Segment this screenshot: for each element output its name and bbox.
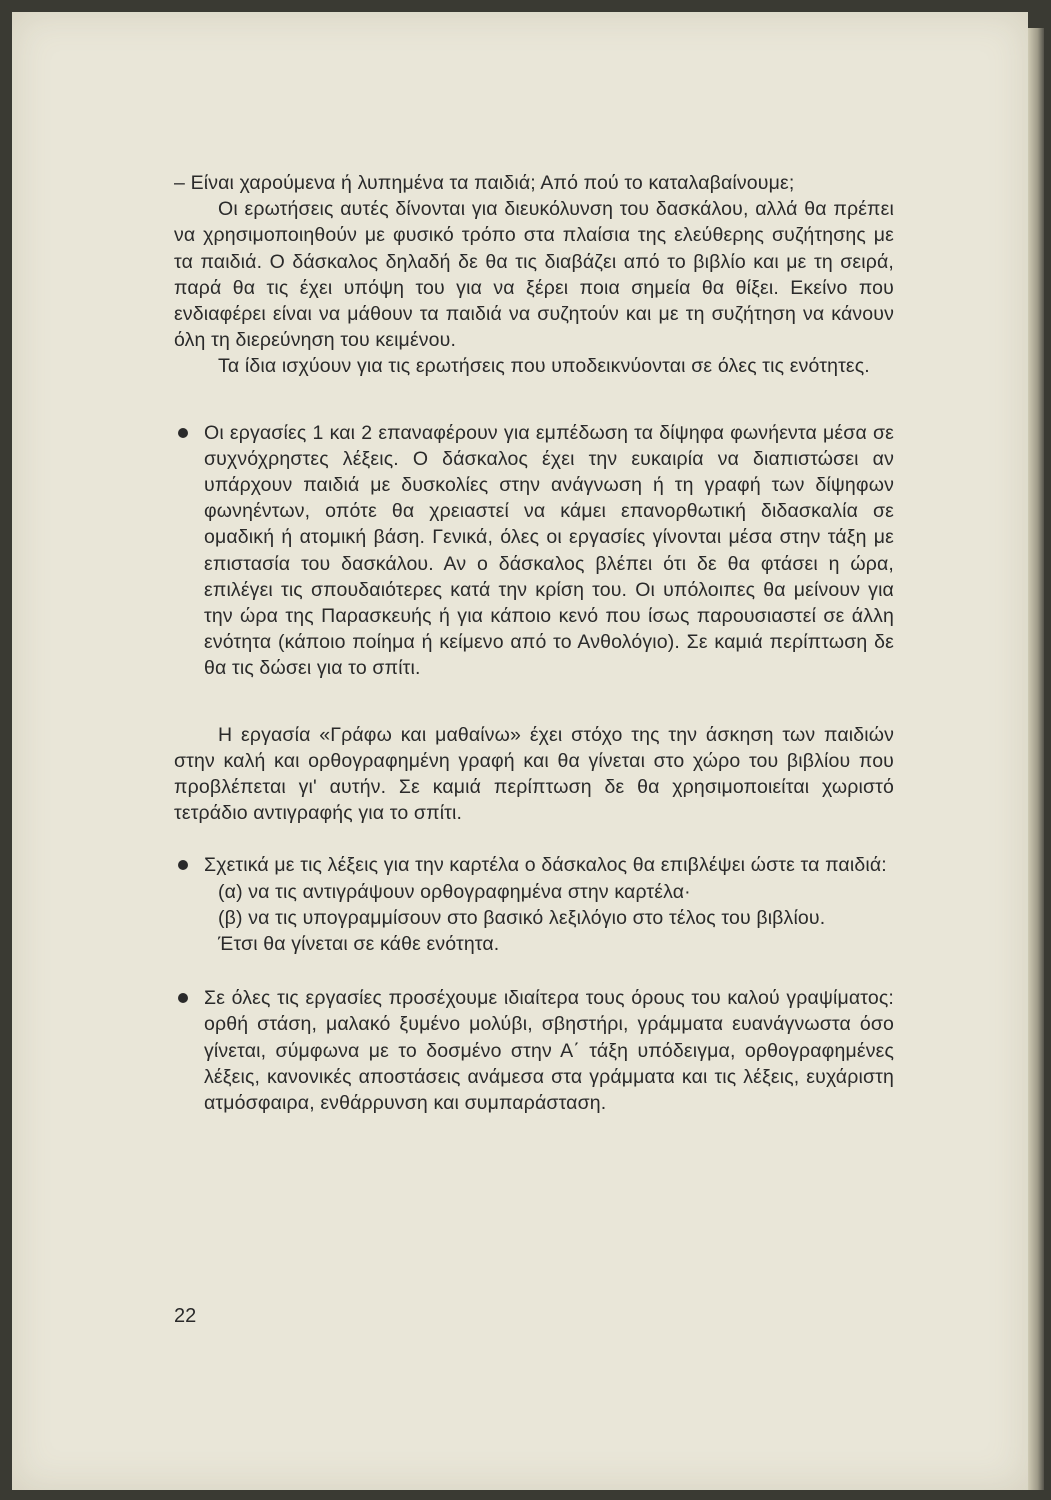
bullet-text: Οι εργασίες 1 και 2 επαναφέρουν για εμπέδωση τα δίψηφα φωνήεντα μέσα σε συχνόχρηστες λέξεις. Ο δάσκαλος έχει την ευκαιρία να διαπιστώσει αν υπάρχουν παιδιά με δυσκολίες στην ανάγνωση ή τη γραφή των δίψηφων φωνηέντων, οπότε θα χρειαστεί να κάμει επανορθωτική διδασκαλία σε ομαδική ή ατομική βάση. Γενικά, όλες οι εργασίες γίνονται μέσα στην τάξη με επιστασία του δασκάλου. Αν ο δάσκαλος βλέπει ότι δε θα φτάσει η ώρα, επιλέγει τις σπουδαιότερες κατά την κρίση του. Οι υπόλοιπες θα μείνουν για την ώρα της Παρασκευής ή για κάποιο κενό που ίσως παρουσιαστεί σε άλλη ενότητα (κάποιο ποίημα ή κείμενο από το Ανθολόγιο). Σε καμιά περίπτωση δε θα τις δώσει για το σπίτι. bbox=[204, 421, 894, 680]
bullet-text: Σχετικά με τις λέξεις για την καρτέλα ο δάσκαλος θα επιβλέψει ώστε τα παιδιά: bbox=[204, 854, 887, 877]
paragraph-write-and-learn: Η εργασία «Γράφω και μαθαίνω» έχει στόχο της την άσκηση των παιδιών στην καλή και ορθογραφημένη γραφή και θα γίνεται στο χώρο του βιβλίου που προβλέπεται γι' αυτήν. Σε καμιά περίπτωση δε θα χρησιμοποιείται χωριστό τετράδιο αντιγραφής για το σπίτι. bbox=[174, 723, 894, 825]
bullet-paragraph-handwriting bbox=[174, 985, 894, 1116]
spacer bbox=[174, 682, 894, 722]
spacer bbox=[174, 957, 894, 985]
body-text bbox=[174, 170, 894, 1116]
bullet-icon bbox=[178, 860, 188, 870]
page-edge bbox=[1028, 28, 1044, 1490]
paragraph-every-unit: Έτσι θα γίνεται σε κάθε ενότητα. bbox=[218, 933, 500, 956]
spacer bbox=[174, 826, 894, 852]
bullet-text: Σε όλες τις εργασίες προσέχουμε ιδιαίτερα τους όρους του καλού γραψίματος: ορθή στάση, μαλακό ξυμένο μολύβι, σβηστήρι, γράμματα ευανάγνωστα όσο γίνεται, σύμφωνα με το δοσμένο στην Α΄ τάξη υπόδειγμα, ορθογραφημένες λέξεις, κανονικές αποστάσεις ανάμεσα στα γράμματα και τις λέξεις, ευχάριστη ατμόσφαιρα, ενθάρρυνση και συμπαράσταση. bbox=[204, 987, 894, 1115]
bullet-paragraph-card bbox=[174, 852, 894, 878]
page-number: 22 bbox=[174, 1305, 197, 1327]
bullet-icon bbox=[178, 428, 188, 438]
spacer bbox=[174, 380, 894, 420]
list-item-b: (β) να τις υπογραμμίσουν στο βασικό λεξιλόγιο στο τέλος του βιβλίου. bbox=[218, 906, 826, 929]
bullet-paragraph-exercises bbox=[174, 420, 894, 682]
paragraph-questions-note: Οι ερωτήσεις αυτές δίνονται για διευκόλυνση του δασκάλου, αλλά θα πρέπει να χρησιμοποιηθούν με φυσικό τρόπο στα πλαίσια της ελεύθερης συζήτησης με τα παιδιά. Ο δάσκαλος δηλαδή δε θα τις διαβάζει από το βιβλίο και με τη σειρά, παρά θα τις έχει υπόψη του για να ξέρει ποια σημεία θα θίξει. Εκείνο που ενδιαφέρει είναι να μάθουν τα παιδιά να συζητούν και με τη συζήτηση να κάνουν όλη τη διερεύνηση του κειμένου. bbox=[174, 198, 894, 352]
bullet-icon bbox=[178, 993, 188, 1003]
dialogue-line: – Είναι χαρούμενα ή λυπημένα τα παιδιά; Από πού το καταλαβαίνουμε; bbox=[174, 172, 795, 194]
paragraph-same-applies: Τα ίδια ισχύουν για τις ερωτήσεις που υποδεικνύονται σε όλες τις ενότητες. bbox=[218, 355, 870, 378]
list-item-a: (α) να τις αντιγράψουν ορθογραφημένα στην καρτέλα· bbox=[218, 880, 691, 903]
